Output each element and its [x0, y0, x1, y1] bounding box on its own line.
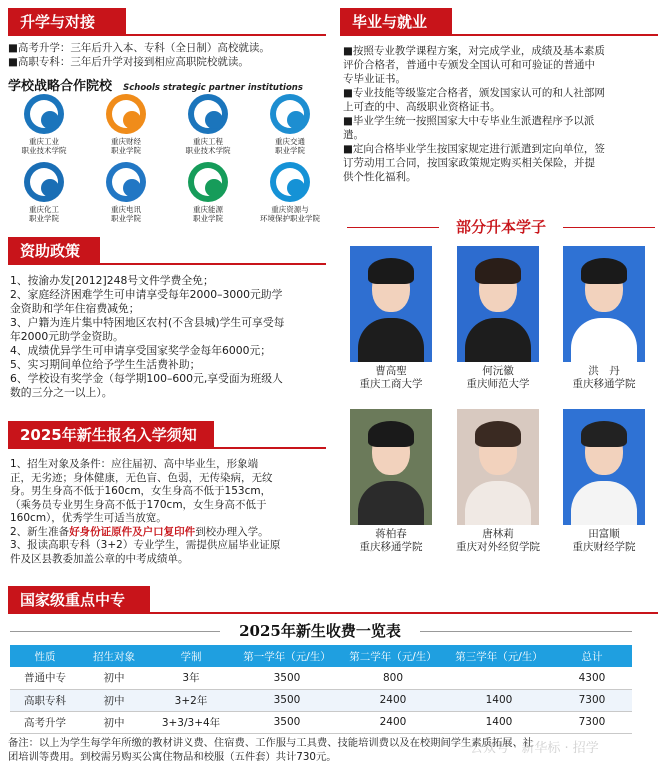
table-cell: 1400 — [446, 711, 552, 733]
upgrade-text — [8, 42, 328, 69]
fees-column-header: 第二学年（元/生） — [340, 645, 446, 667]
funding-line: 金资助和学年住宿费减免； — [10, 302, 140, 315]
funding-line: 年2000元助学金资助。 — [10, 330, 124, 343]
table-cell: 2400 — [340, 711, 446, 733]
enroll-line: 1、招生对象及条件：应往届初、高中毕业生，形象端 — [10, 458, 259, 470]
funding-line: 5、实习期间单位给予学生生活费补助； — [10, 358, 201, 371]
student-school: 重庆移通学院 — [572, 378, 636, 390]
fees-line-left — [10, 631, 220, 632]
partner-title: 学校战略合作院校 — [8, 79, 113, 94]
student-caption — [331, 528, 451, 554]
student-photo — [563, 246, 645, 362]
table-cell: 7300 — [552, 711, 632, 733]
employment-line: 供个性化福利。 — [343, 171, 417, 183]
students-line-right — [563, 227, 655, 228]
fees-note-line: 团培训等费用。到校需另购买公寓住物品和校服（五件套）共计730元。 — [8, 751, 337, 763]
partner-school — [240, 162, 340, 223]
enroll-header — [8, 421, 326, 449]
employment-text — [343, 44, 659, 184]
partner-name-line2: 职业学院 — [111, 214, 141, 223]
student-photo — [350, 246, 432, 362]
student-photo — [350, 409, 432, 525]
table-row — [10, 711, 632, 733]
student-photo — [457, 409, 539, 525]
student-school: 重庆财经学院 — [572, 541, 636, 553]
table-row — [10, 689, 632, 711]
fees-note-line: 备注：以上为学生每学年所缴的教材讲义费、住宿费、工作服与工具费、技能培训费以及在校期间学生素质拓展、社 — [8, 737, 534, 749]
school-emblem-icon — [270, 162, 310, 202]
fees-table — [10, 645, 632, 734]
student-name: 蒋柏春 — [375, 528, 407, 540]
student-caption — [544, 528, 664, 554]
enroll-line: 3、报读高职专科（3+2）专业学生，需提供应届毕业证原 — [10, 539, 281, 551]
student-name: 何沅徽 — [482, 365, 514, 377]
student-school: 重庆对外经贸学院 — [456, 541, 540, 553]
employment-line: ■定向合格毕业学生按国家规定进行派遣到定向单位，签 — [343, 143, 605, 155]
students-heading — [343, 216, 659, 238]
enroll-line2-highlight: 好身份证原件及户口复印件 — [69, 525, 196, 538]
fees-column-header: 招生对象 — [80, 645, 148, 667]
funding-title: 资助政策 — [8, 237, 100, 265]
partner-school — [240, 94, 340, 155]
enroll-line: 正，无劣迹；身体健康，无色盲、色弱，无传染病，无纹 — [10, 471, 273, 484]
table-cell: 高职专科 — [10, 689, 80, 711]
partner-name-line2: 职业技术学院 — [21, 146, 67, 155]
partner-name-line2: 职业学院 — [111, 146, 141, 155]
partner-name-line1: 重庆化工 — [29, 205, 59, 214]
school-emblem-icon — [270, 94, 310, 134]
enroll-line2-post: 到校办理入学。 — [195, 525, 269, 538]
fees-column-header: 第三学年（元/生） — [446, 645, 552, 667]
national-key-header-line — [150, 612, 658, 614]
employment-paragraph — [343, 114, 659, 142]
partner-name-line2: 职业学院 — [193, 214, 223, 223]
fees-column-header: 总计 — [552, 645, 632, 667]
partner-title-en: Schools strategic partner institutions — [123, 83, 303, 93]
fees-column-header: 第一学年（元/生） — [234, 645, 340, 667]
table-cell: 初中 — [80, 689, 148, 711]
student-caption — [331, 365, 451, 391]
table-cell: 4300 — [552, 667, 632, 689]
table-row — [10, 667, 632, 689]
national-key-header — [8, 586, 658, 614]
table-cell: 3500 — [234, 667, 340, 689]
student-caption — [438, 528, 558, 554]
enroll-line: （乘务员专业男生身高不低于170cm，女生身高不低于 — [10, 498, 267, 511]
student-name: 田富顺 — [588, 528, 620, 540]
student-name: 曹高聖 — [375, 365, 407, 377]
school-emblem-icon — [106, 162, 146, 202]
table-cell: 2400 — [340, 689, 446, 711]
table-cell: 7300 — [552, 689, 632, 711]
fees-title: 2025年新生收费一览表 — [239, 622, 401, 640]
partner-name-line1: 重庆资源与 — [271, 205, 309, 214]
school-emblem-icon — [24, 162, 64, 202]
upgrade-line: ■高职专科：三年后升学对接到相应高职院校就读。 — [8, 55, 249, 68]
fees-column-header: 学制 — [148, 645, 234, 667]
enroll-header-line — [214, 447, 326, 449]
upgrade-title: 升学与对接 — [8, 8, 126, 36]
upgrade-header — [8, 8, 326, 36]
partner-name-line1: 重庆电讯 — [111, 205, 141, 214]
funding-line: 6、学校设有奖学金（每学期100–600元,享受面为班级人 — [10, 372, 283, 385]
national-key-title: 国家级重点中专 — [8, 586, 150, 614]
partner-name-line2: 环境保护职业学院 — [260, 214, 320, 223]
enroll-text — [10, 458, 330, 566]
student-caption — [544, 365, 664, 391]
upgrade-header-line — [126, 34, 326, 36]
table-cell: 3+3/3+4年 — [148, 711, 234, 733]
employment-line: ■专业技能等级鉴定合格者，颁发国家认可的和人社部网 — [343, 87, 605, 99]
student-photo — [457, 246, 539, 362]
student-name: 洪 丹 — [588, 365, 620, 377]
table-cell: 高考升学 — [10, 711, 80, 733]
partner-name-line1: 重庆财经 — [111, 137, 141, 146]
partner-heading — [8, 75, 328, 94]
school-emblem-icon — [106, 94, 146, 134]
funding-line: 3、户籍为连片集中特困地区农村(不含县城)学生可享受每 — [10, 316, 285, 329]
student-name: 唐林莉 — [482, 528, 514, 540]
school-emblem-icon — [24, 94, 64, 134]
employment-header — [340, 8, 658, 36]
table-cell — [446, 667, 552, 689]
student-caption — [438, 365, 558, 391]
enroll-line-2 — [10, 526, 330, 540]
table-cell: 1400 — [446, 689, 552, 711]
student-photo — [563, 409, 645, 525]
employment-line: 专毕业证书。 — [343, 73, 406, 85]
funding-line: 2、家庭经济困难学生可申请享受每年2000–3000元助学 — [10, 288, 283, 301]
fees-heading — [10, 620, 632, 642]
student-school: 重庆师范大学 — [466, 378, 530, 390]
table-cell: 3+2年 — [148, 689, 234, 711]
employment-line: 订劳动用工合同，按国家政策规定购买相关保险，并提 — [343, 157, 595, 169]
table-cell: 3500 — [234, 689, 340, 711]
upgrade-line: ■高考升学：三年后升入本、专科（全日制）高校就读。 — [8, 42, 270, 54]
table-cell: 3年 — [148, 667, 234, 689]
table-cell: 800 — [340, 667, 446, 689]
school-emblem-icon — [188, 162, 228, 202]
fees-column-header: 性质 — [10, 645, 80, 667]
students-title: 部分升本学子 — [455, 218, 546, 236]
funding-line: 1、按渝办发[2012]248号文件学费全免； — [10, 274, 214, 287]
enroll-title: 2025年新生报名入学须知 — [8, 421, 214, 449]
employment-paragraph — [343, 142, 659, 184]
enroll-line: 件及区县教委加盖公章的中考成绩单。 — [10, 552, 189, 565]
partner-name-line1: 重庆交通 — [275, 137, 305, 146]
employment-title: 毕业与就业 — [340, 8, 452, 36]
funding-header — [8, 237, 326, 265]
partner-name-line2: 职业学院 — [275, 146, 305, 155]
table-cell: 初中 — [80, 711, 148, 733]
table-cell: 3500 — [234, 711, 340, 733]
student-school: 重庆工商大学 — [359, 378, 423, 390]
partner-name-line1: 重庆能源 — [193, 205, 223, 214]
table-cell: 普通中专 — [10, 667, 80, 689]
employment-line: ■按照专业教学课程方案，对完成学业，成绩及基本素质 — [343, 45, 605, 57]
school-emblem-icon — [188, 94, 228, 134]
student-school: 重庆移通学院 — [359, 541, 423, 553]
funding-header-line — [100, 263, 326, 265]
fees-line-right — [420, 631, 632, 632]
employment-line: 上可查的中、高级职业资格证书。 — [343, 101, 501, 113]
funding-text — [10, 274, 330, 400]
partner-name-line1: 重庆工业 — [29, 137, 59, 146]
employment-line: 遣。 — [343, 129, 364, 141]
employment-paragraph — [343, 86, 659, 114]
employment-header-line — [452, 34, 658, 36]
watermark: 公众号 · 新华标 · 招学 — [470, 741, 599, 756]
funding-line: 数的三分之一以上）。 — [10, 386, 113, 399]
employment-line: 评价合格者，普通中专颁发全国认可和可验证的普通中 — [343, 59, 595, 71]
fees-header-row — [10, 645, 632, 667]
employment-line: ■毕业学生统一按照国家大中专毕业生派遣程序予以派 — [343, 115, 595, 127]
students-line-left — [347, 227, 439, 228]
enroll-line: 身。男生身高不低于160cm，女生身高不低于153cm， — [10, 485, 272, 497]
partner-name-line1: 重庆工程 — [193, 137, 223, 146]
employment-paragraph — [343, 44, 659, 86]
enroll-line: 160cm），优秀学生可适当放宽。 — [10, 512, 167, 524]
funding-line: 4、成绩优异学生可申请享受国家奖学金每年6000元； — [10, 344, 272, 357]
partner-name-line2: 职业技术学院 — [185, 146, 231, 155]
partner-name-line2: 职业学院 — [29, 214, 59, 223]
enroll-line2-pre: 2、新生准备 — [10, 525, 70, 538]
table-cell: 初中 — [80, 667, 148, 689]
